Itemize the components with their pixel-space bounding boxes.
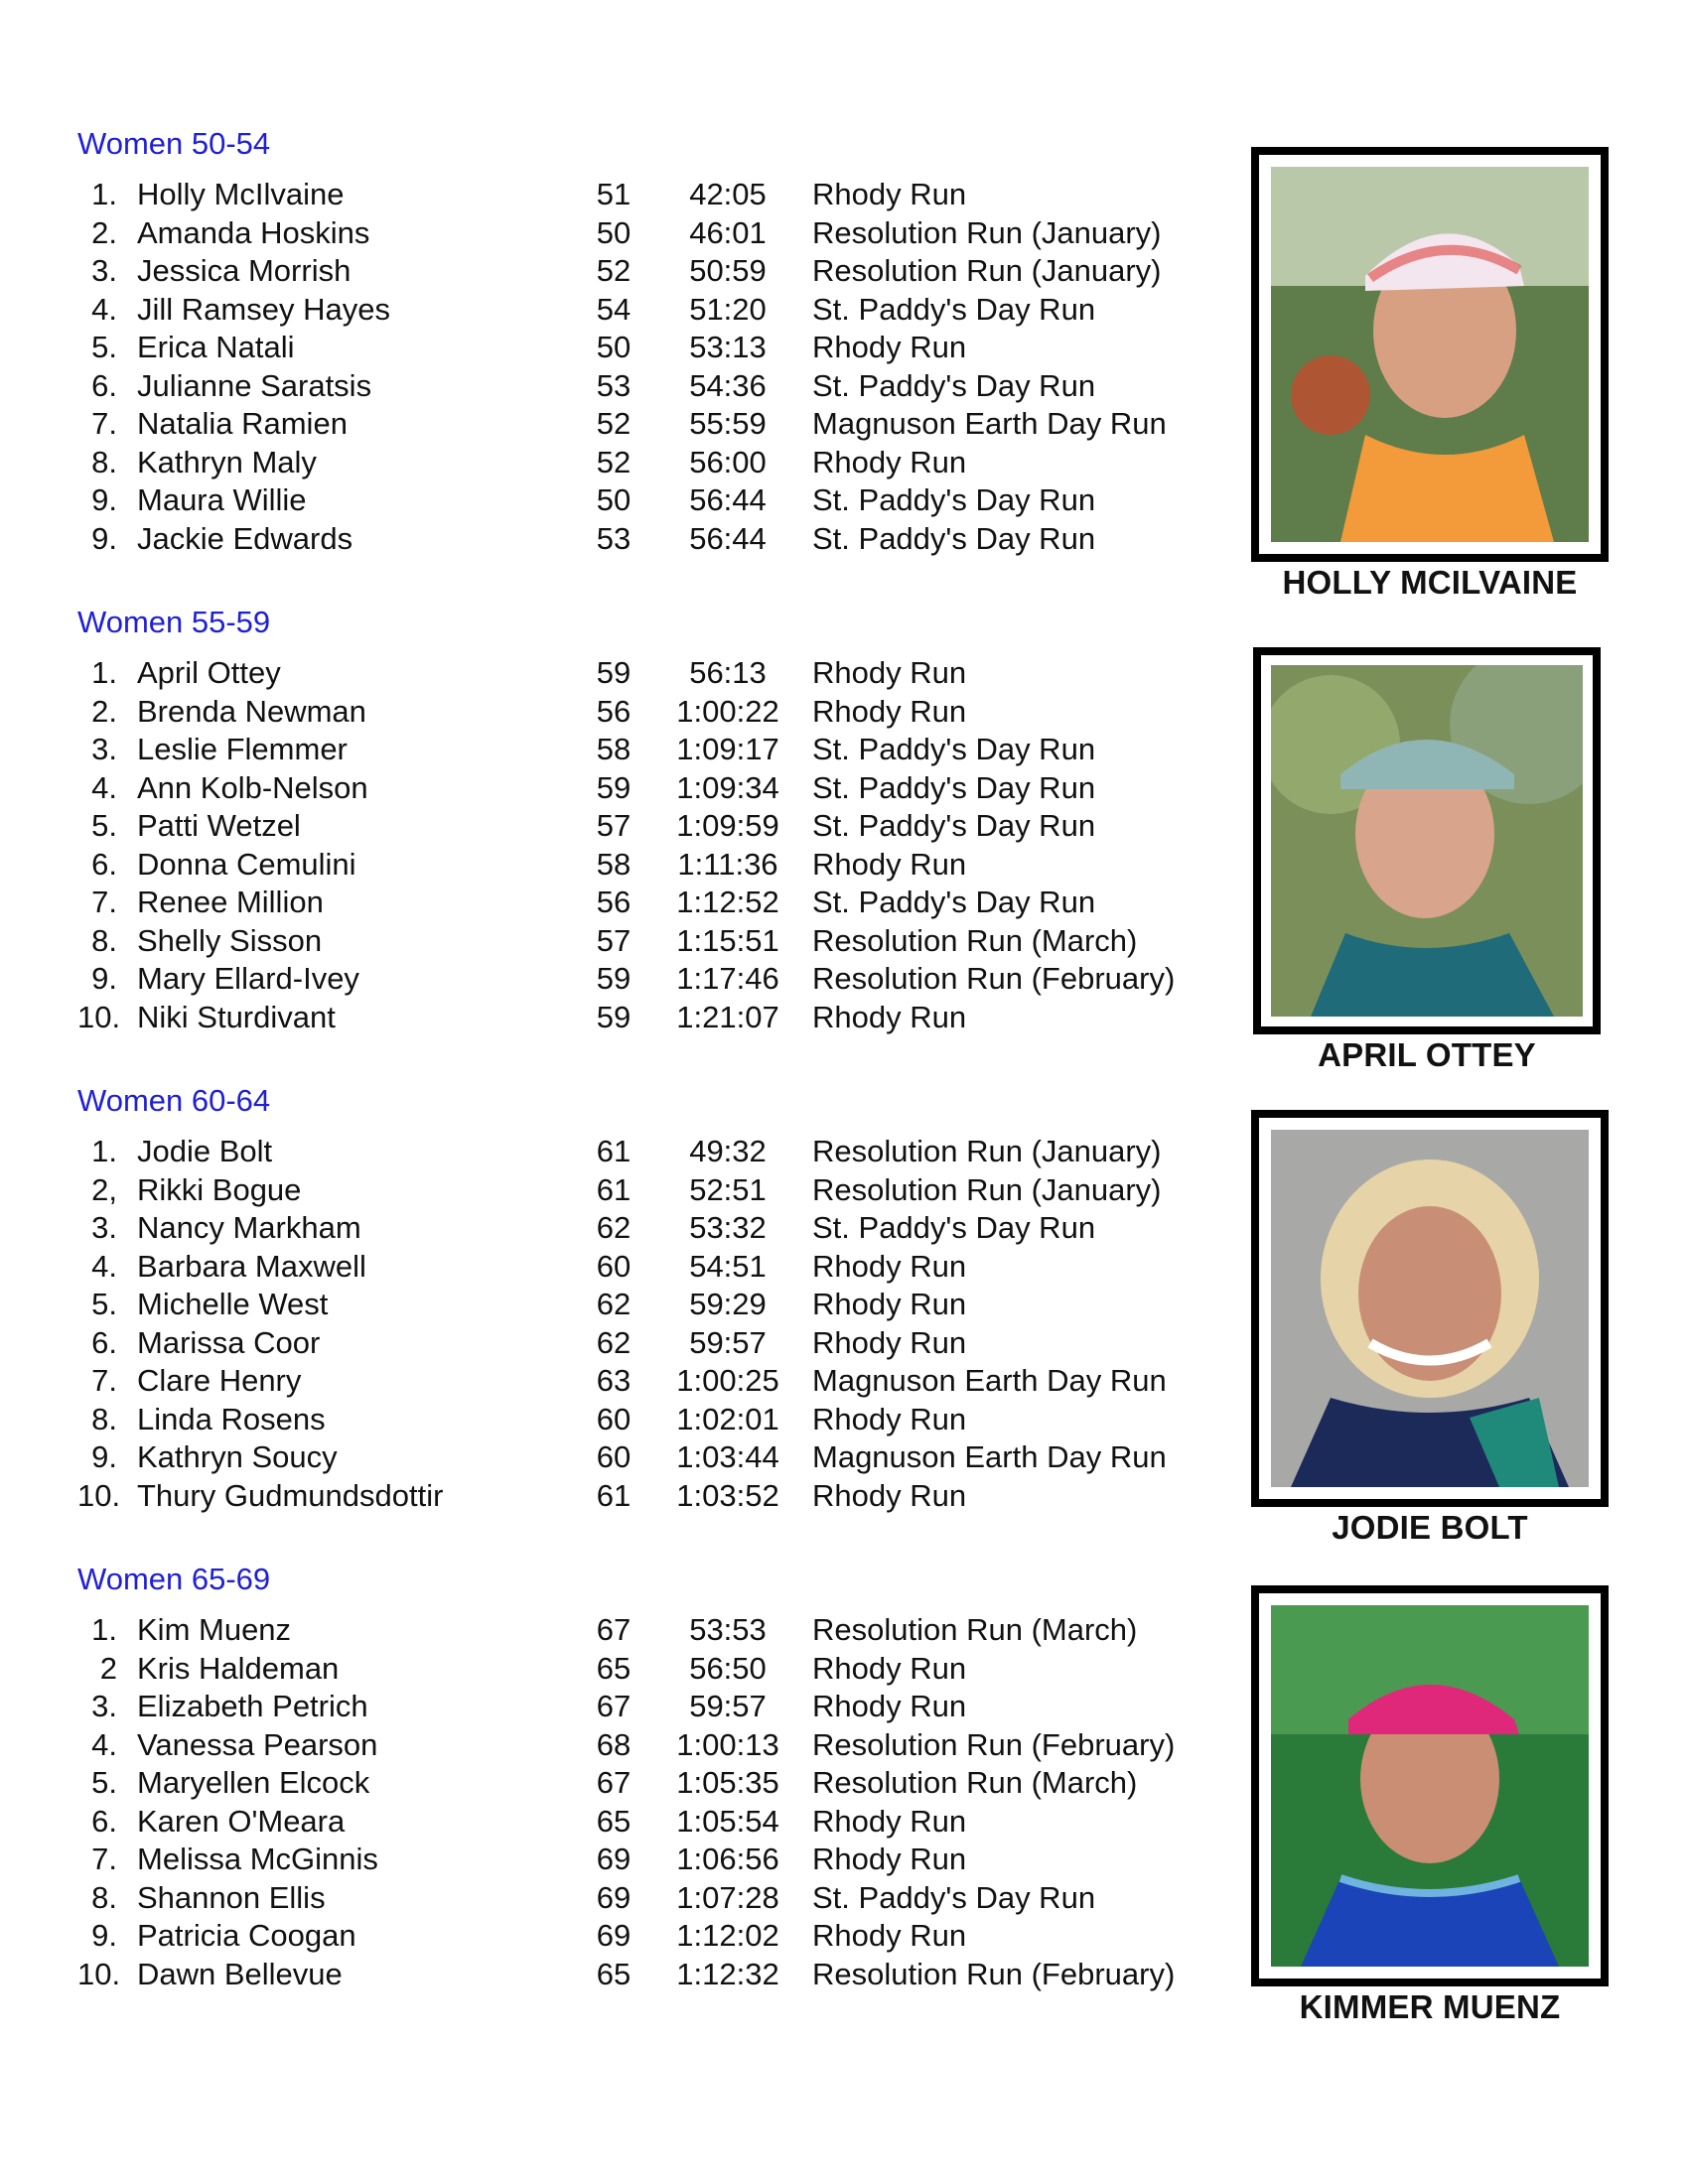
time-cell: 1:09:34 [676, 769, 779, 805]
table-row [77, 1171, 1219, 1210]
time-cell: 1:15:51 [676, 922, 779, 958]
age-cell: 59 [596, 999, 632, 1034]
runner-photo-icon [1271, 1605, 1589, 1967]
race-cell: St. Paddy's Day Run [812, 769, 1096, 805]
table-row [77, 1209, 1219, 1248]
rank-cell: 8. [91, 1879, 117, 1915]
age-cell: 59 [596, 769, 632, 805]
table-row [77, 1650, 1219, 1689]
table-row [77, 1401, 1219, 1439]
time-cell: 53:53 [689, 1612, 767, 1647]
rank-cell: 3. [91, 732, 117, 766]
name-cell: Mary Ellard-Ivey [137, 961, 359, 996]
table-row [77, 1362, 1219, 1401]
age-cell: 57 [596, 922, 632, 958]
race-cell: Magnuson Earth Day Run [812, 1363, 1167, 1398]
rank-cell: 9. [91, 1918, 117, 1953]
rank-cell: 4. [91, 769, 117, 805]
table-row [77, 1803, 1219, 1842]
race-cell: Magnuson Earth Day Run [812, 1439, 1167, 1474]
runner-photo-icon [1271, 1130, 1589, 1487]
rank-cell: 1. [91, 1134, 117, 1168]
time-cell: 1:02:01 [676, 1401, 779, 1436]
table-row [77, 884, 1219, 922]
time-cell: 50:59 [689, 253, 767, 288]
name-cell: Rikki Bogue [137, 1171, 302, 1207]
time-cell: 42:05 [689, 177, 767, 211]
table-row [77, 960, 1219, 999]
name-cell: Nancy Markham [137, 1210, 361, 1245]
table-row [77, 1688, 1219, 1726]
table-row [77, 1477, 1219, 1516]
name-cell: Thury Gudmundsdottir [137, 1477, 444, 1513]
table-row [77, 731, 1219, 769]
time-cell: 1:12:32 [676, 1956, 779, 1991]
time-cell: 1:17:46 [676, 961, 779, 996]
race-cell: Rhody Run [812, 444, 967, 479]
time-cell: 55:59 [689, 406, 767, 441]
race-cell: St. Paddy's Day Run [812, 520, 1096, 556]
race-cell: Rhody Run [812, 1689, 967, 1723]
rank-cell: 10. [77, 1477, 121, 1513]
race-cell: Resolution Run (March) [812, 922, 1138, 958]
name-cell: Ann Kolb-Nelson [137, 769, 368, 805]
photo-card-jodie [1251, 1110, 1609, 1576]
rank-cell: 7. [91, 885, 117, 919]
name-cell: Leslie Flemmer [137, 732, 348, 766]
rank-cell: 7. [91, 1363, 117, 1398]
table-row [77, 1956, 1219, 1994]
rank-cell: 5. [91, 1765, 117, 1800]
photo-caption: APRIL OTTEY [1318, 1036, 1536, 1073]
name-cell: Patricia Coogan [137, 1918, 356, 1953]
time-cell: 56:00 [689, 444, 767, 479]
time-cell: 51:20 [689, 291, 767, 327]
table-row [77, 1286, 1219, 1324]
time-cell: 59:57 [689, 1324, 767, 1360]
age-cell: 67 [596, 1689, 632, 1723]
time-cell: 56:44 [689, 482, 767, 517]
table-row [77, 1248, 1219, 1287]
time-cell: 1:12:52 [676, 885, 779, 919]
time-cell: 1:06:56 [676, 1842, 779, 1876]
name-cell: Renee Million [137, 885, 324, 919]
race-cell: Rhody Run [812, 1842, 967, 1876]
rank-cell: 9. [91, 961, 117, 996]
age-cell: 52 [596, 406, 632, 441]
rank-cell: 3. [91, 1689, 117, 1723]
time-cell: 1:03:52 [676, 1477, 779, 1513]
rank-cell: 10. [77, 1956, 121, 1991]
table-row [77, 1324, 1219, 1363]
rank-cell: 4. [91, 1726, 117, 1762]
rank-cell: 7. [91, 406, 117, 441]
time-cell: 1:05:54 [676, 1803, 779, 1839]
age-cell: 50 [596, 330, 632, 364]
table-row [77, 1841, 1219, 1879]
table-row [77, 693, 1219, 732]
age-cell: 67 [596, 1765, 632, 1800]
time-cell: 1:03:44 [676, 1439, 779, 1474]
rank-cell: 9. [91, 482, 117, 517]
rank-cell: 4. [91, 1248, 117, 1284]
name-cell: Jessica Morrish [137, 253, 352, 288]
table-row [77, 999, 1219, 1037]
age-cell: 65 [596, 1803, 632, 1839]
table-row [77, 846, 1219, 885]
rank-cell: 7. [91, 1842, 117, 1876]
age-cell: 51 [596, 177, 632, 211]
table-row [77, 176, 1219, 214]
table-row [77, 769, 1219, 808]
age-cell: 60 [596, 1401, 632, 1436]
race-cell: Rhody Run [812, 1248, 967, 1284]
name-cell: Dawn Bellevue [137, 1956, 343, 1991]
rank-cell: 6. [91, 846, 117, 882]
age-cell: 62 [596, 1287, 632, 1321]
race-cell: Resolution Run (January) [812, 253, 1162, 288]
table-row [77, 367, 1219, 406]
age-cell: 65 [596, 1956, 632, 1991]
rank-cell: 5. [91, 330, 117, 364]
age-cell: 67 [596, 1612, 632, 1647]
age-cell: 62 [596, 1324, 632, 1360]
age-cell: 53 [596, 520, 632, 556]
rank-cell: 5. [91, 1287, 117, 1321]
time-cell: 56:13 [689, 655, 767, 690]
name-cell: Marissa Coor [137, 1324, 321, 1360]
name-cell: Kim Muenz [137, 1612, 292, 1647]
time-cell: 1:09:59 [676, 808, 779, 843]
race-cell: Rhody Run [812, 693, 967, 729]
table-row [77, 1133, 1219, 1171]
rank-cell: 8. [91, 1401, 117, 1436]
rank-cell: 6. [91, 1803, 117, 1839]
rank-cell: 6. [91, 367, 117, 403]
age-cell: 50 [596, 482, 632, 517]
age-cell: 60 [596, 1248, 632, 1284]
rank-cell: 9. [91, 520, 117, 556]
time-cell: 56:44 [689, 520, 767, 556]
rank-cell: 10. [77, 999, 121, 1034]
photo-card-holly [1251, 147, 1609, 614]
race-cell: St. Paddy's Day Run [812, 885, 1096, 919]
age-cell: 68 [596, 1726, 632, 1762]
name-cell: Holly McIlvaine [137, 177, 345, 211]
race-cell: Resolution Run (March) [812, 1612, 1138, 1647]
name-cell: Natalia Ramien [137, 406, 348, 441]
table-row [77, 1438, 1219, 1477]
name-cell: Elizabeth Petrich [137, 1689, 368, 1723]
time-cell: 1:00:25 [676, 1363, 779, 1398]
rank-cell: 9. [91, 1439, 117, 1474]
race-cell: Rhody Run [812, 1324, 967, 1360]
age-cell: 54 [596, 291, 632, 327]
time-cell: 59:29 [689, 1287, 767, 1321]
name-cell: Michelle West [137, 1287, 329, 1321]
race-cell: Resolution Run (March) [812, 1765, 1138, 1800]
table-row [77, 807, 1219, 846]
name-cell: Melissa McGinnis [137, 1842, 378, 1876]
time-cell: 54:36 [689, 367, 767, 403]
race-cell: Magnuson Earth Day Run [812, 406, 1167, 441]
rank-cell: 2 [99, 1650, 117, 1686]
time-cell: 59:57 [689, 1689, 767, 1723]
time-cell: 1:07:28 [676, 1879, 779, 1915]
age-cell: 62 [596, 1210, 632, 1245]
age-cell: 52 [596, 444, 632, 479]
table-row [77, 1917, 1219, 1956]
table-row [77, 329, 1219, 367]
race-cell: Resolution Run (February) [812, 961, 1176, 996]
age-cell: 50 [596, 214, 632, 250]
table-row [77, 1879, 1219, 1918]
table-row [77, 481, 1219, 520]
table-row [77, 291, 1219, 330]
rank-cell: 8. [91, 444, 117, 479]
section-title: Women 65-69 [77, 1562, 271, 1596]
race-cell: Resolution Run (February) [812, 1726, 1176, 1762]
time-cell: 1:12:02 [676, 1918, 779, 1953]
photo-caption: HOLLY MCILVAINE [1282, 564, 1578, 601]
race-cell: Rhody Run [812, 177, 967, 211]
race-cell: Resolution Run (January) [812, 1134, 1162, 1168]
table-row [77, 214, 1219, 253]
name-cell: Linda Rosens [137, 1401, 326, 1436]
time-cell: 1:00:13 [676, 1726, 779, 1762]
age-cell: 69 [596, 1918, 632, 1953]
section-title: Women 50-54 [77, 126, 271, 161]
name-cell: Barbara Maxwell [137, 1248, 366, 1284]
time-cell: 54:51 [689, 1248, 767, 1284]
age-cell: 56 [596, 693, 632, 729]
table-row [77, 654, 1219, 693]
age-cell: 69 [596, 1879, 632, 1915]
name-cell: Jodie Bolt [137, 1134, 273, 1168]
race-cell: Rhody Run [812, 1287, 967, 1321]
rank-cell: 5. [91, 808, 117, 843]
section-title: Women 60-64 [77, 1083, 271, 1118]
race-cell: St. Paddy's Day Run [812, 808, 1096, 843]
time-cell: 1:09:17 [676, 732, 779, 766]
photo-card-april [1253, 647, 1601, 1114]
photo-caption: JODIE BOLT [1332, 1509, 1528, 1546]
race-cell: Resolution Run (January) [812, 214, 1162, 250]
age-cell: 58 [596, 732, 632, 766]
age-cell: 56 [596, 885, 632, 919]
table-row [77, 1611, 1219, 1650]
name-cell: Clare Henry [137, 1363, 302, 1398]
time-cell: 46:01 [689, 214, 767, 250]
name-cell: Kathryn Soucy [137, 1439, 338, 1474]
race-cell: Rhody Run [812, 1401, 967, 1436]
time-cell: 52:51 [689, 1171, 767, 1207]
age-cell: 61 [596, 1477, 632, 1513]
age-cell: 65 [596, 1650, 632, 1686]
table-row [77, 1764, 1219, 1803]
rank-cell: 3. [91, 1210, 117, 1245]
race-cell: St. Paddy's Day Run [812, 482, 1096, 517]
name-cell: Amanda Hoskins [137, 214, 370, 250]
race-cell: Rhody Run [812, 330, 967, 364]
age-cell: 60 [596, 1439, 632, 1474]
age-cell: 58 [596, 846, 632, 882]
age-cell: 57 [596, 808, 632, 843]
race-cell: Rhody Run [812, 1918, 967, 1953]
table-row [77, 1726, 1219, 1765]
time-cell: 53:13 [689, 330, 767, 364]
table-row [77, 252, 1219, 291]
rank-cell: 1. [91, 1612, 117, 1647]
time-cell: 1:21:07 [676, 999, 779, 1034]
name-cell: Maryellen Elcock [137, 1765, 370, 1800]
table-row [77, 444, 1219, 482]
name-cell: Brenda Newman [137, 693, 366, 729]
rank-cell: 2. [91, 214, 117, 250]
name-cell: Kris Haldeman [137, 1650, 340, 1686]
time-cell: 1:05:35 [676, 1765, 779, 1800]
race-cell: St. Paddy's Day Run [812, 291, 1096, 327]
name-cell: Erica Natali [137, 330, 295, 364]
race-cell: Rhody Run [812, 846, 967, 882]
age-cell: 59 [596, 961, 632, 996]
name-cell: Niki Sturdivant [137, 999, 336, 1034]
race-cell: Resolution Run (January) [812, 1171, 1162, 1207]
table-row [77, 405, 1219, 444]
time-cell: 56:50 [689, 1650, 767, 1686]
race-cell: Rhody Run [812, 1803, 967, 1839]
age-cell: 59 [596, 655, 632, 690]
age-cell: 69 [596, 1842, 632, 1876]
name-cell: Patti Wetzel [137, 808, 301, 843]
rank-cell: 4. [91, 291, 117, 327]
time-cell: 1:11:36 [677, 846, 778, 882]
photo-caption: KIMMER MUENZ [1299, 1988, 1561, 2025]
name-cell: Donna Cemulini [137, 846, 356, 882]
section-title: Women 55-59 [77, 605, 271, 639]
age-cell: 61 [596, 1171, 632, 1207]
name-cell: Shelly Sisson [137, 922, 323, 958]
age-cell: 61 [596, 1134, 632, 1168]
time-cell: 49:32 [689, 1134, 767, 1168]
race-cell: Resolution Run (February) [812, 1956, 1176, 1991]
race-cell: Rhody Run [812, 655, 967, 690]
age-cell: 63 [596, 1363, 632, 1398]
runner-photo-icon [1271, 167, 1589, 542]
name-cell: Shannon Ellis [137, 1879, 326, 1915]
table-row [77, 520, 1219, 559]
rank-cell: 2, [91, 1171, 117, 1207]
name-cell: Vanessa Pearson [137, 1726, 378, 1762]
runner-photo-icon [1271, 665, 1583, 1017]
race-cell: St. Paddy's Day Run [812, 367, 1096, 403]
race-cell: Rhody Run [812, 1650, 967, 1686]
age-cell: 53 [596, 367, 632, 403]
race-cell: St. Paddy's Day Run [812, 1879, 1096, 1915]
name-cell: April Ottey [137, 655, 281, 690]
race-cell: Rhody Run [812, 1477, 967, 1513]
rank-cell: 6. [91, 1324, 117, 1360]
time-cell: 53:32 [689, 1210, 767, 1245]
time-cell: 1:00:22 [676, 693, 779, 729]
name-cell: Karen O'Meara [137, 1803, 346, 1839]
table-row [77, 922, 1219, 961]
name-cell: Kathryn Maly [137, 444, 317, 479]
rank-cell: 3. [91, 253, 117, 288]
name-cell: Maura Willie [137, 482, 307, 517]
race-cell: St. Paddy's Day Run [812, 1210, 1096, 1245]
name-cell: Jackie Edwards [137, 520, 353, 556]
rank-cell: 2. [91, 693, 117, 729]
name-cell: Jill Ramsey Hayes [137, 291, 390, 327]
rank-cell: 1. [91, 655, 117, 690]
race-cell: St. Paddy's Day Run [812, 732, 1096, 766]
name-cell: Julianne Saratsis [137, 367, 372, 403]
age-cell: 52 [596, 253, 632, 288]
rank-cell: 8. [91, 922, 117, 958]
race-cell: Rhody Run [812, 999, 967, 1034]
photo-card-kimmer [1251, 1585, 1609, 2052]
rank-cell: 1. [91, 177, 117, 211]
